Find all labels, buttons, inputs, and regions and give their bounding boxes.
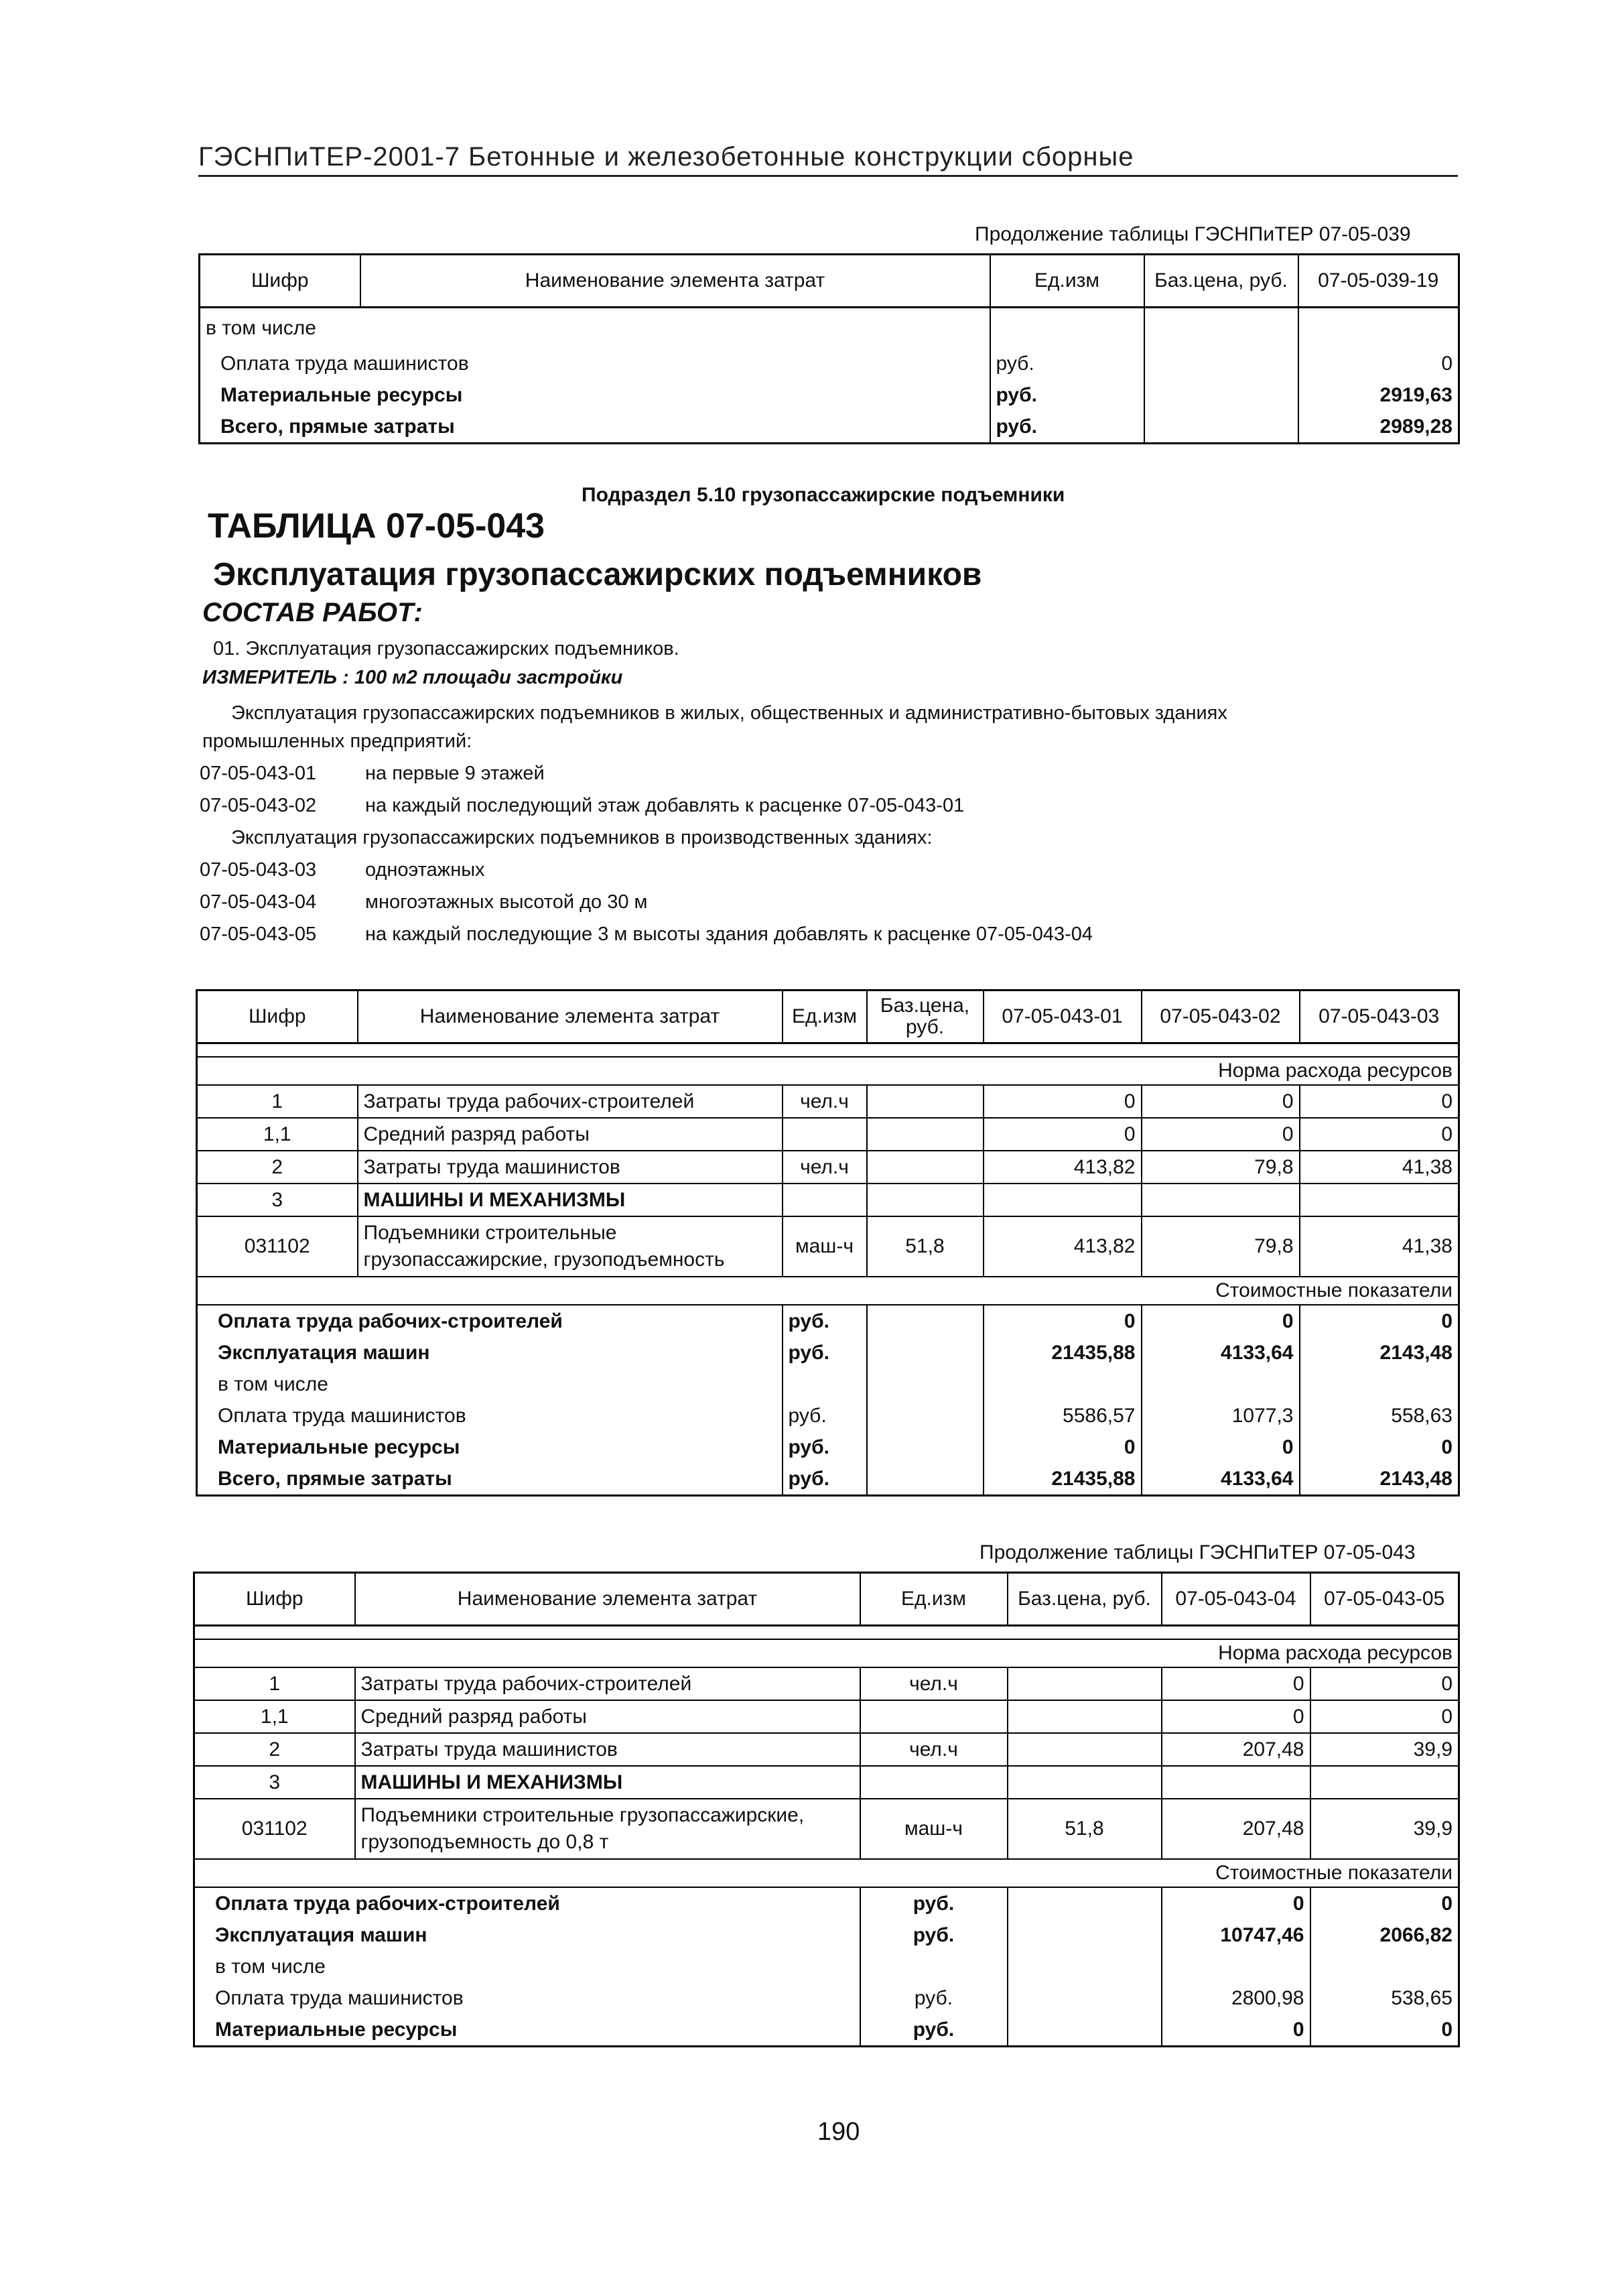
row-price [1008, 1733, 1162, 1766]
row-name: Всего, прямые затраты [200, 411, 990, 444]
col-header-code: Шифр [200, 255, 360, 308]
row-value [1298, 308, 1459, 348]
table-title: ТАБЛИЦА 07-05-043 [208, 507, 545, 546]
row-unit [783, 1184, 867, 1216]
row-price [1008, 1667, 1162, 1700]
row-value: 0 [984, 1305, 1142, 1337]
row-code: 031102 [194, 1799, 355, 1859]
table-row [197, 1337, 1459, 1368]
row-code: 3 [197, 1184, 358, 1216]
row-value: 41,38 [1300, 1216, 1459, 1277]
row-value: 21435,88 [984, 1463, 1142, 1496]
row-value: 79,8 [1142, 1216, 1300, 1277]
row-unit: руб. [990, 411, 1144, 444]
row-name: Подъемники строительные грузопассажирские, грузоподъемность [358, 1216, 783, 1277]
table-row [200, 308, 1459, 348]
row-name: Затраты труда машинистов [358, 1151, 783, 1184]
rate-text: на первые 9 этажей [365, 763, 545, 784]
row-price [1008, 1766, 1162, 1799]
table-row [200, 379, 1459, 411]
row-value: 0 [1300, 1305, 1459, 1337]
row-value: 0 [1300, 1085, 1459, 1118]
row-value [1310, 1951, 1459, 1982]
row-value [1162, 1951, 1310, 1982]
col-header-unit: Ед.изм [783, 991, 867, 1043]
table-row [194, 1766, 1459, 1799]
row-unit: чел.ч [860, 1667, 1008, 1700]
row-value: 2143,48 [1300, 1337, 1459, 1368]
col-header-price: Баз.цена, руб. [867, 991, 984, 1043]
row-name: в том числе [200, 308, 990, 348]
row-name: Эксплуатация машин [194, 1919, 860, 1951]
col-header-unit: Ед.изм [860, 1573, 1008, 1626]
row-name: Оплата труда рабочих-строителей [197, 1305, 783, 1337]
row-value: 2919,63 [1298, 379, 1459, 411]
row-price [867, 1184, 984, 1216]
col-header-unit: Ед.изм [990, 255, 1144, 308]
table-row [197, 1151, 1459, 1184]
table-row [194, 1887, 1459, 1919]
row-value [1142, 1368, 1300, 1400]
section-cost: Стоимостные показатели [194, 1859, 1459, 1887]
row-value: 0 [1298, 348, 1459, 379]
row-name: МАШИНЫ И МЕХАНИЗМЫ [355, 1766, 860, 1799]
row-value: 0 [1142, 1431, 1300, 1463]
row-value [1142, 1184, 1300, 1216]
table-row [194, 1951, 1459, 1982]
row-value: 39,9 [1310, 1733, 1459, 1766]
row-value: 0 [984, 1118, 1142, 1151]
row-value [1162, 1766, 1310, 1799]
row-code: 1 [194, 1667, 355, 1700]
table-row [194, 1799, 1459, 1859]
row-unit [860, 1951, 1008, 1982]
row-unit: маш-ч [860, 1799, 1008, 1859]
row-unit: чел.ч [783, 1151, 867, 1184]
works-item: 01. Эксплуатация грузопассажирских подъемников. [213, 638, 679, 659]
row-unit: маш-ч [783, 1216, 867, 1277]
table-row [197, 1118, 1459, 1151]
col-header-rate-2: 07-05-043-02 [1142, 991, 1300, 1043]
row-name: Средний разряд работы [355, 1700, 860, 1733]
row-value: 0 [1300, 1431, 1459, 1463]
table-row [197, 1400, 1459, 1431]
rate-text: на каждый последующие 3 м высоты здания добавлять к расценке 07-05-043-04 [365, 923, 1093, 945]
row-value: 0 [1310, 2014, 1459, 2047]
row-value: 2800,98 [1162, 1982, 1310, 2014]
row-value: 41,38 [1300, 1151, 1459, 1184]
row-unit: руб. [783, 1305, 867, 1337]
description-1-line-1: Эксплуатация грузопассажирских подъемников в жилых, общественных и административно-бытовых зданиях [231, 702, 1227, 724]
row-code: 1,1 [194, 1700, 355, 1733]
table-subtitle: Эксплуатация грузопассажирских подъемников [213, 557, 982, 592]
row-value [984, 1368, 1142, 1400]
row-unit [860, 1700, 1008, 1733]
row-unit: руб. [783, 1431, 867, 1463]
row-name: Оплата труда машинистов [194, 1982, 860, 2014]
meter: ИЗМЕРИТЕЛЬ : 100 м2 площади застройки [202, 667, 623, 688]
row-unit [860, 1766, 1008, 1799]
row-price [1008, 1700, 1162, 1733]
table-07-05-039-continuation [198, 253, 1460, 444]
rate-code: 07-05-043-01 [200, 763, 317, 784]
row-value: 0 [1142, 1085, 1300, 1118]
row-value: 0 [1310, 1887, 1459, 1919]
section-norm: Норма расхода ресурсов [194, 1639, 1459, 1667]
row-code: 031102 [197, 1216, 358, 1277]
row-unit: руб. [860, 1887, 1008, 1919]
rate-code: 07-05-043-05 [200, 923, 317, 945]
rate-text: на каждый последующий этаж добавлять к расценке 07-05-043-01 [365, 795, 965, 816]
row-name: Материальные ресурсы [197, 1431, 783, 1463]
row-value: 0 [984, 1085, 1142, 1118]
table3-continuation: Продолжение таблицы ГЭСНПиТЕР 07-05-043 [979, 1541, 1416, 1564]
row-value: 5586,57 [984, 1400, 1142, 1431]
row-value: 4133,64 [1142, 1337, 1300, 1368]
row-value: 0 [1310, 1700, 1459, 1733]
row-name: Оплата труда машинистов [200, 348, 990, 379]
subsection-title: Подраздел 5.10 грузопассажирские подъемники [582, 484, 1065, 506]
row-price: 51,8 [1008, 1799, 1162, 1859]
row-value: 207,48 [1162, 1733, 1310, 1766]
row-value: 2143,48 [1300, 1463, 1459, 1496]
row-unit: руб. [860, 1919, 1008, 1951]
table-row [194, 1667, 1459, 1700]
table-row [197, 1463, 1459, 1496]
row-price: 51,8 [867, 1216, 984, 1277]
row-code: 3 [194, 1766, 355, 1799]
section-norm: Норма расхода ресурсов [197, 1057, 1459, 1085]
row-name: Материальные ресурсы [194, 2014, 860, 2047]
row-value: 0 [1162, 1667, 1310, 1700]
table1-continuation: Продолжение таблицы ГЭСНПиТЕР 07-05-039 [975, 223, 1411, 245]
rate-code: 07-05-043-03 [200, 859, 317, 881]
row-name: в том числе [197, 1368, 783, 1400]
rate-text: многоэтажных высотой до 30 м [365, 891, 648, 913]
col-header-name: Наименование элемента затрат [355, 1573, 860, 1626]
row-value: 558,63 [1300, 1400, 1459, 1431]
row-name: Оплата труда машинистов [197, 1400, 783, 1431]
row-value: 79,8 [1142, 1151, 1300, 1184]
col-header-rate: 07-05-039-19 [1298, 255, 1459, 308]
row-price [867, 1118, 984, 1151]
table-row [194, 1919, 1459, 1951]
row-value: 21435,88 [984, 1337, 1142, 1368]
row-code: 2 [194, 1733, 355, 1766]
col-header-name: Наименование элемента затрат [360, 255, 990, 308]
row-value: 2989,28 [1298, 411, 1459, 444]
col-header-rate-5: 07-05-043-05 [1310, 1573, 1459, 1626]
page-number: 190 [817, 2118, 860, 2146]
row-unit [990, 308, 1144, 348]
row-unit: руб. [990, 348, 1144, 379]
table-07-05-043 [196, 989, 1460, 1496]
row-unit: чел.ч [783, 1085, 867, 1118]
col-header-name: Наименование элемента затрат [358, 991, 783, 1043]
row-name: МАШИНЫ И МЕХАНИЗМЫ [358, 1184, 783, 1216]
row-unit: руб. [783, 1400, 867, 1431]
row-price [867, 1085, 984, 1118]
row-value [984, 1184, 1142, 1216]
row-name: Затраты труда рабочих-строителей [358, 1085, 783, 1118]
row-price [867, 1151, 984, 1184]
row-value: 0 [1162, 1700, 1310, 1733]
row-value: 207,48 [1162, 1799, 1310, 1859]
col-header-rate-3: 07-05-043-03 [1300, 991, 1459, 1043]
description-1-line-2: промышленных предприятий: [202, 730, 472, 752]
row-value: 413,82 [984, 1151, 1142, 1184]
row-name: Подъемники строительные грузопассажирские, грузоподъемность до 0,8 т [355, 1799, 860, 1859]
row-value: 0 [1162, 2014, 1310, 2047]
row-code: 1,1 [197, 1118, 358, 1151]
row-value: 0 [1142, 1118, 1300, 1151]
row-value: 0 [1142, 1305, 1300, 1337]
row-value: 39,9 [1310, 1799, 1459, 1859]
section-cost: Стоимостные показатели [197, 1277, 1459, 1305]
row-value: 538,65 [1310, 1982, 1459, 2014]
description-2: Эксплуатация грузопассажирских подъемников в производственных зданиях: [231, 827, 933, 848]
row-unit: руб. [783, 1463, 867, 1496]
table-row [194, 1733, 1459, 1766]
row-unit: руб. [860, 1982, 1008, 2014]
row-unit: руб. [860, 2014, 1008, 2047]
row-value: 0 [1300, 1118, 1459, 1151]
row-code: 1 [197, 1085, 358, 1118]
row-unit: руб. [783, 1337, 867, 1368]
table-row [197, 1184, 1459, 1216]
row-name: в том числе [194, 1951, 860, 1982]
col-header-price: Баз.цена, руб. [1144, 255, 1298, 308]
table-row [194, 2014, 1459, 2047]
table-row [197, 1305, 1459, 1337]
row-value [1300, 1368, 1459, 1400]
rate-code: 07-05-043-04 [200, 891, 317, 913]
row-value [1300, 1184, 1459, 1216]
row-value: 10747,46 [1162, 1919, 1310, 1951]
row-value: 0 [1162, 1887, 1310, 1919]
table-row [200, 348, 1459, 379]
row-value: 4133,64 [1142, 1463, 1300, 1496]
row-name: Средний разряд работы [358, 1118, 783, 1151]
row-unit [783, 1118, 867, 1151]
row-value: 0 [984, 1431, 1142, 1463]
col-header-rate-1: 07-05-043-01 [984, 991, 1142, 1043]
col-header-rate-4: 07-05-043-04 [1162, 1573, 1310, 1626]
running-header: ГЭСНПиТЕР-2001-7 Бетонные и железобетонные конструкции сборные [198, 142, 1458, 177]
row-code: 2 [197, 1151, 358, 1184]
row-unit: руб. [990, 379, 1144, 411]
row-value [1310, 1766, 1459, 1799]
row-unit: чел.ч [860, 1733, 1008, 1766]
row-name: Затраты труда машинистов [355, 1733, 860, 1766]
row-unit [783, 1368, 867, 1400]
table-row [197, 1216, 1459, 1277]
row-name: Всего, прямые затраты [197, 1463, 783, 1496]
rate-text: одноэтажных [365, 859, 485, 881]
table-row [197, 1085, 1459, 1118]
row-value: 413,82 [984, 1216, 1142, 1277]
col-header-code: Шифр [197, 991, 358, 1043]
row-name: Материальные ресурсы [200, 379, 990, 411]
row-value: 0 [1310, 1667, 1459, 1700]
table-row [194, 1982, 1459, 2014]
table-row [200, 411, 1459, 444]
col-header-code: Шифр [194, 1573, 355, 1626]
row-value: 2066,82 [1310, 1919, 1459, 1951]
row-name: Оплата труда рабочих-строителей [194, 1887, 860, 1919]
table-row [194, 1700, 1459, 1733]
table-07-05-043-continuation [193, 1572, 1460, 2047]
works-title: СОСТАВ РАБОТ: [202, 598, 423, 627]
row-name: Эксплуатация машин [197, 1337, 783, 1368]
row-name: Затраты труда рабочих-строителей [355, 1667, 860, 1700]
table-row [197, 1431, 1459, 1463]
col-header-price: Баз.цена, руб. [1008, 1573, 1162, 1626]
rate-code: 07-05-043-02 [200, 795, 317, 816]
table-row [197, 1368, 1459, 1400]
row-value: 1077,3 [1142, 1400, 1300, 1431]
